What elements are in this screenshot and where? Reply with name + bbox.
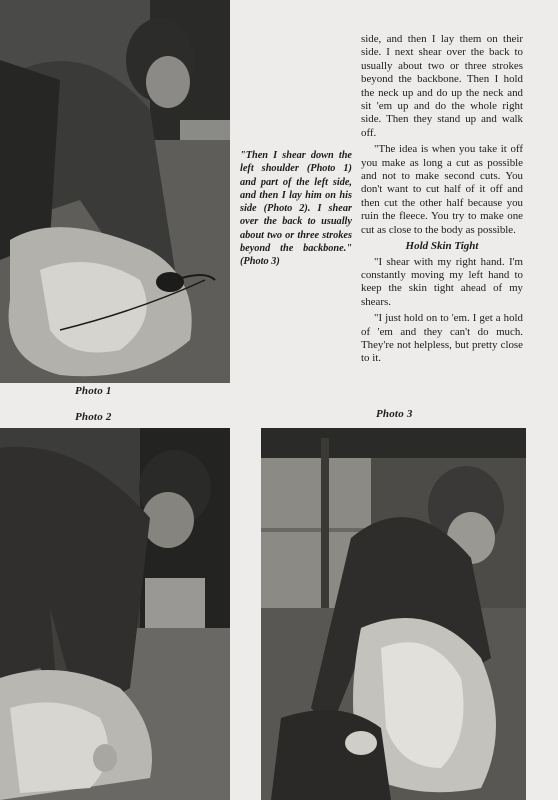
article-column — [361, 33, 523, 369]
article-paragraph: "I just hold on to 'em. I get a hold of 'em and they can't do much. They're not helpless, but pretty close to it. — [361, 312, 523, 365]
photo-1-image — [0, 0, 230, 383]
article-subheading: Hold Skin Tight — [405, 240, 479, 253]
photo-2-image — [0, 428, 230, 800]
photo-3-image — [261, 428, 526, 800]
pull-quote-text: "Then I shear down the left shoulder (Photo 1) and part of the left side, and then I lay him on his side (Photo 2). I shear over the back to usually about two or three strokes beyond the backbone." (Photo 3) — [240, 150, 352, 268]
article-paragraph: "I shear with my right hand. I'm constantly moving my left hand to keep the skin tight ahead of my shears. — [361, 255, 523, 308]
article-paragraph: side, and then I lay them on their side. I next shear over the back to usually about two or three strokes beyond the backbone. Then I hold the neck up and do up the neck and sit 'em up and do the whole right side. Then they stand up and walk off. — [361, 33, 523, 139]
article-paragraph: "The idea is when you take it off you make as long a cut as possible and not to make second cuts. You don't want to cut half of it off and then cut the other half because you ruin the fleece. You try to make one cut as close to the body as possible. — [361, 143, 523, 236]
photo-3-label: Photo 3 — [376, 408, 413, 420]
photo-2-label: Photo 2 — [75, 411, 112, 423]
pull-quote — [240, 149, 352, 269]
photo-1-label: Photo 1 — [75, 385, 112, 397]
